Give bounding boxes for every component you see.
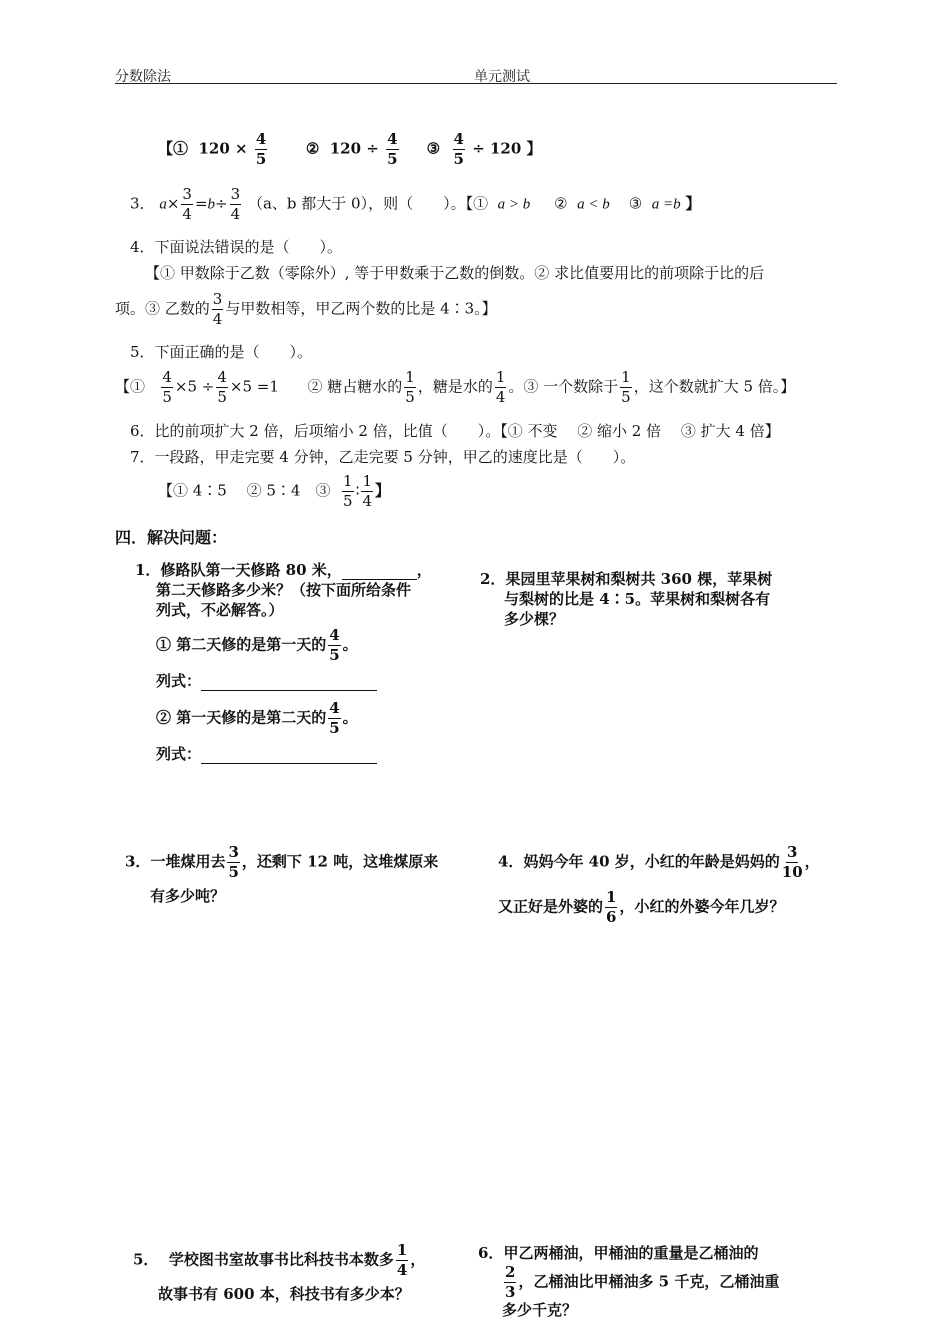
formula-line [201, 763, 377, 764]
formula-line [201, 690, 377, 691]
question-7: 7．一段路，甲走完要 4 分钟，乙走完要 5 分钟，甲乙的速度比是（ ）。 [130, 448, 636, 466]
fraction: $\frac{1}{4}$ [362, 472, 373, 510]
fraction: $\frac{4}{5}$ [255, 130, 267, 168]
question-4-line1: 【① 甲数除于乙数（零除外）, 等于甲数乘于乙数的倒数。② 求比值要用比的前项除于比的后 [145, 264, 765, 282]
question-5-stem: 5．下面正确的是（ ）。 [130, 343, 313, 361]
question-4-stem: 4．下面说法错误的是（ ）。 [130, 238, 343, 256]
problem-4: 4．妈妈今年 40 岁，小红的年龄是妈妈的 $\frac{3}{10}$ ， 又正好是外婆的 $\frac{1}{6}$ ，小红的外婆今年几岁？ [498, 843, 820, 926]
q2-options: 【① 120 × $\frac{4}{5}$ ② 120 ÷ $\frac{4}{5}$ ③ $\frac{4}{5}$ ÷ 120 】 [158, 130, 542, 168]
section-title: 四．解决问题： [115, 528, 228, 547]
fraction: $\frac{1}{4}$ [396, 1241, 408, 1279]
fraction: $\frac{4}{5}$ [329, 626, 340, 664]
fraction: $\frac{2}{3}$ [505, 1263, 516, 1301]
header-center: 单元测试 [474, 69, 530, 85]
fraction: $\frac{3}{4}$ [182, 185, 192, 223]
question-4-line2: 项。③ 乙数的 $\frac{3}{4}$ 与甲数相等，甲乙两个数的比是 4∶3。】 [115, 290, 497, 328]
fraction: $\frac{4}{5}$ [453, 130, 464, 168]
fraction: $\frac{3}{4}$ [212, 290, 223, 328]
question-5-options: 【① $\frac{4}{5}$ ×5 ÷ $\frac{4}{5}$ ×5 =1 ② 糖占糖水的 $\frac{1}{5}$ ，糖是水的 $\frac{1}{4}$ 。③ 一个数除于 $\frac{1}{5}$ ，这个数就扩大 5 倍。】 [115, 368, 796, 406]
problem-5: 5． 学校图书室故事书比科技书本数多 $\frac{1}{4}$ ， 故事书有 600 本，科技书有多少本？ [133, 1241, 426, 1303]
fraction: $\frac{1}{6}$ [606, 888, 617, 926]
header-rule [115, 83, 837, 84]
problem-6: 6．甲乙两桶油，甲桶油的重量是乙桶油的 $\frac{2}{3}$ ，乙桶油比甲桶油多 5 千克，乙桶油重 多少千克？ [478, 1244, 780, 1319]
fraction: $\frac{4}{5}$ [387, 130, 398, 168]
fraction: $\frac{1}{5}$ [405, 368, 415, 406]
fraction: $\frac{4}{5}$ [162, 368, 172, 406]
problem-1: 1．修路队第一天修路 80 米， ， 第二天修路多少米？（按下面所给条件 列式，不必解答。） ① 第二天修的是第一天的 $\frac{4}{5}$ 。 列式： ② 第一天修的是第二天的 $\frac{4}{5}$ 。 列式： [135, 561, 432, 763]
question-7-options: 【① 4∶5 ② 5∶4 ③ $\frac{1}{5}$ ∶ $\frac{1}{4}$ 】 [158, 472, 391, 510]
header-left: 分数除法 [115, 69, 171, 85]
fraction: $\frac{1}{5}$ [621, 368, 631, 406]
fraction: $\frac{3}{4}$ [230, 185, 241, 223]
question-3: 3． a× $\frac{3}{4}$ =b÷ $\frac{3}{4}$ （a、b 都大于 0），则（ ）。【① a > b ② a < b ③ a =b 】 [130, 185, 701, 223]
fraction: $\frac{4}{5}$ [329, 699, 340, 737]
problem-3: 3．一堆煤用去 $\frac{3}{5}$ ，还剩下 12 吨，这堆煤原来 有多少吨？ [125, 843, 439, 905]
question-6: 6．比的前项扩大 2 倍，后项缩小 2 倍，比值（ ）。【① 不变 ② 缩小 2 倍 ③ 扩大 4 倍】 [130, 422, 780, 440]
fraction: $\frac{3}{5}$ [228, 843, 239, 881]
problem-2: 2．果园里苹果树和梨树共 360 棵，苹果树 与梨树的比是 4∶5。苹果树和梨树各有 多少棵？ [480, 570, 773, 628]
fraction: $\frac{1}{5}$ [343, 472, 353, 510]
fraction: $\frac{1}{4}$ [495, 368, 506, 406]
fraction: $\frac{3}{10}$ [781, 843, 803, 881]
fraction: $\frac{4}{5}$ [217, 368, 227, 406]
